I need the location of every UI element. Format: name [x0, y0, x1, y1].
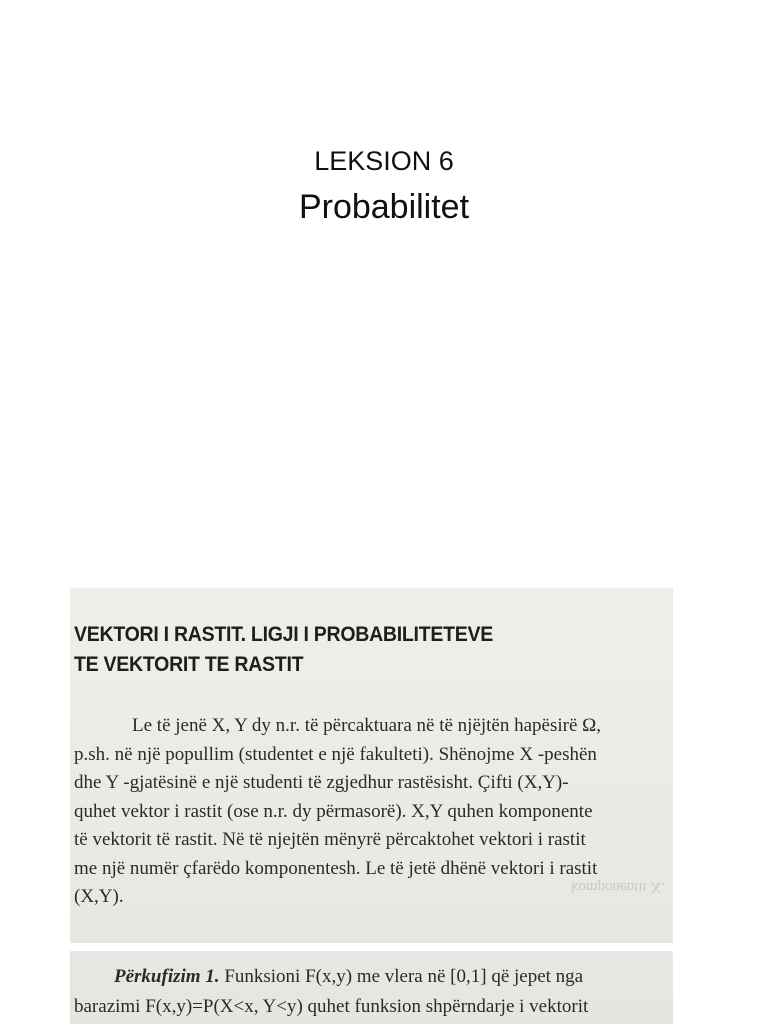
lesson-title: Probabilitet [298, 188, 470, 226]
definition-text: Funksioni F(x,y) me vlera në [0,1] që jepet nga [219, 966, 584, 987]
paragraph-line: p.sh. në një popullim (studentet e një fakulteti). Shënojme X -peshën [74, 743, 597, 765]
paragraph-line: (X,Y). [74, 886, 124, 907]
scanned-page [70, 588, 673, 1024]
paragraph-line: me një numër çfarëdo komponentesh. Le të jetë dhënë vektori i rastit [74, 857, 598, 879]
bleed-through-text: komponentit X. [570, 879, 665, 895]
definition-line [74, 962, 659, 992]
definition-block [74, 962, 659, 1022]
section-heading-line: TE VEKTORIT TE RASTIT [74, 653, 304, 676]
lesson-number: LEKSION 6 [314, 146, 454, 176]
section-heading-line: VEKTORI I RASTIT. LIGJI I PROBABILITETEVE [74, 623, 493, 646]
section-heading [74, 620, 493, 680]
paragraph-line: quhet vektor i rastit (ose n.r. dy përmasorë). X,Y quhen komponente [74, 800, 593, 822]
paragraph-line: të vektorit të rastit. Në të njejtën mënyrë përcaktohet vektori i rastit [74, 829, 586, 850]
paragraph-line: Le të jenë X, Y dy n.r. të përcaktuara në të njëjtën hapësirë Ω, [132, 715, 602, 736]
paragraph-line: dhe Y -gjatësinë e një studenti të zgjedhur rastësisht. Çifti (X,Y)- [74, 772, 569, 793]
intro-paragraph [74, 712, 659, 912]
scan-gap [70, 943, 673, 951]
definition-line: barazimi F(x,y)=P(X<x, Y<y) quhet funksion shpërndarje i vektorit [74, 996, 589, 1017]
definition-label: Përkufizim 1. [114, 966, 220, 987]
